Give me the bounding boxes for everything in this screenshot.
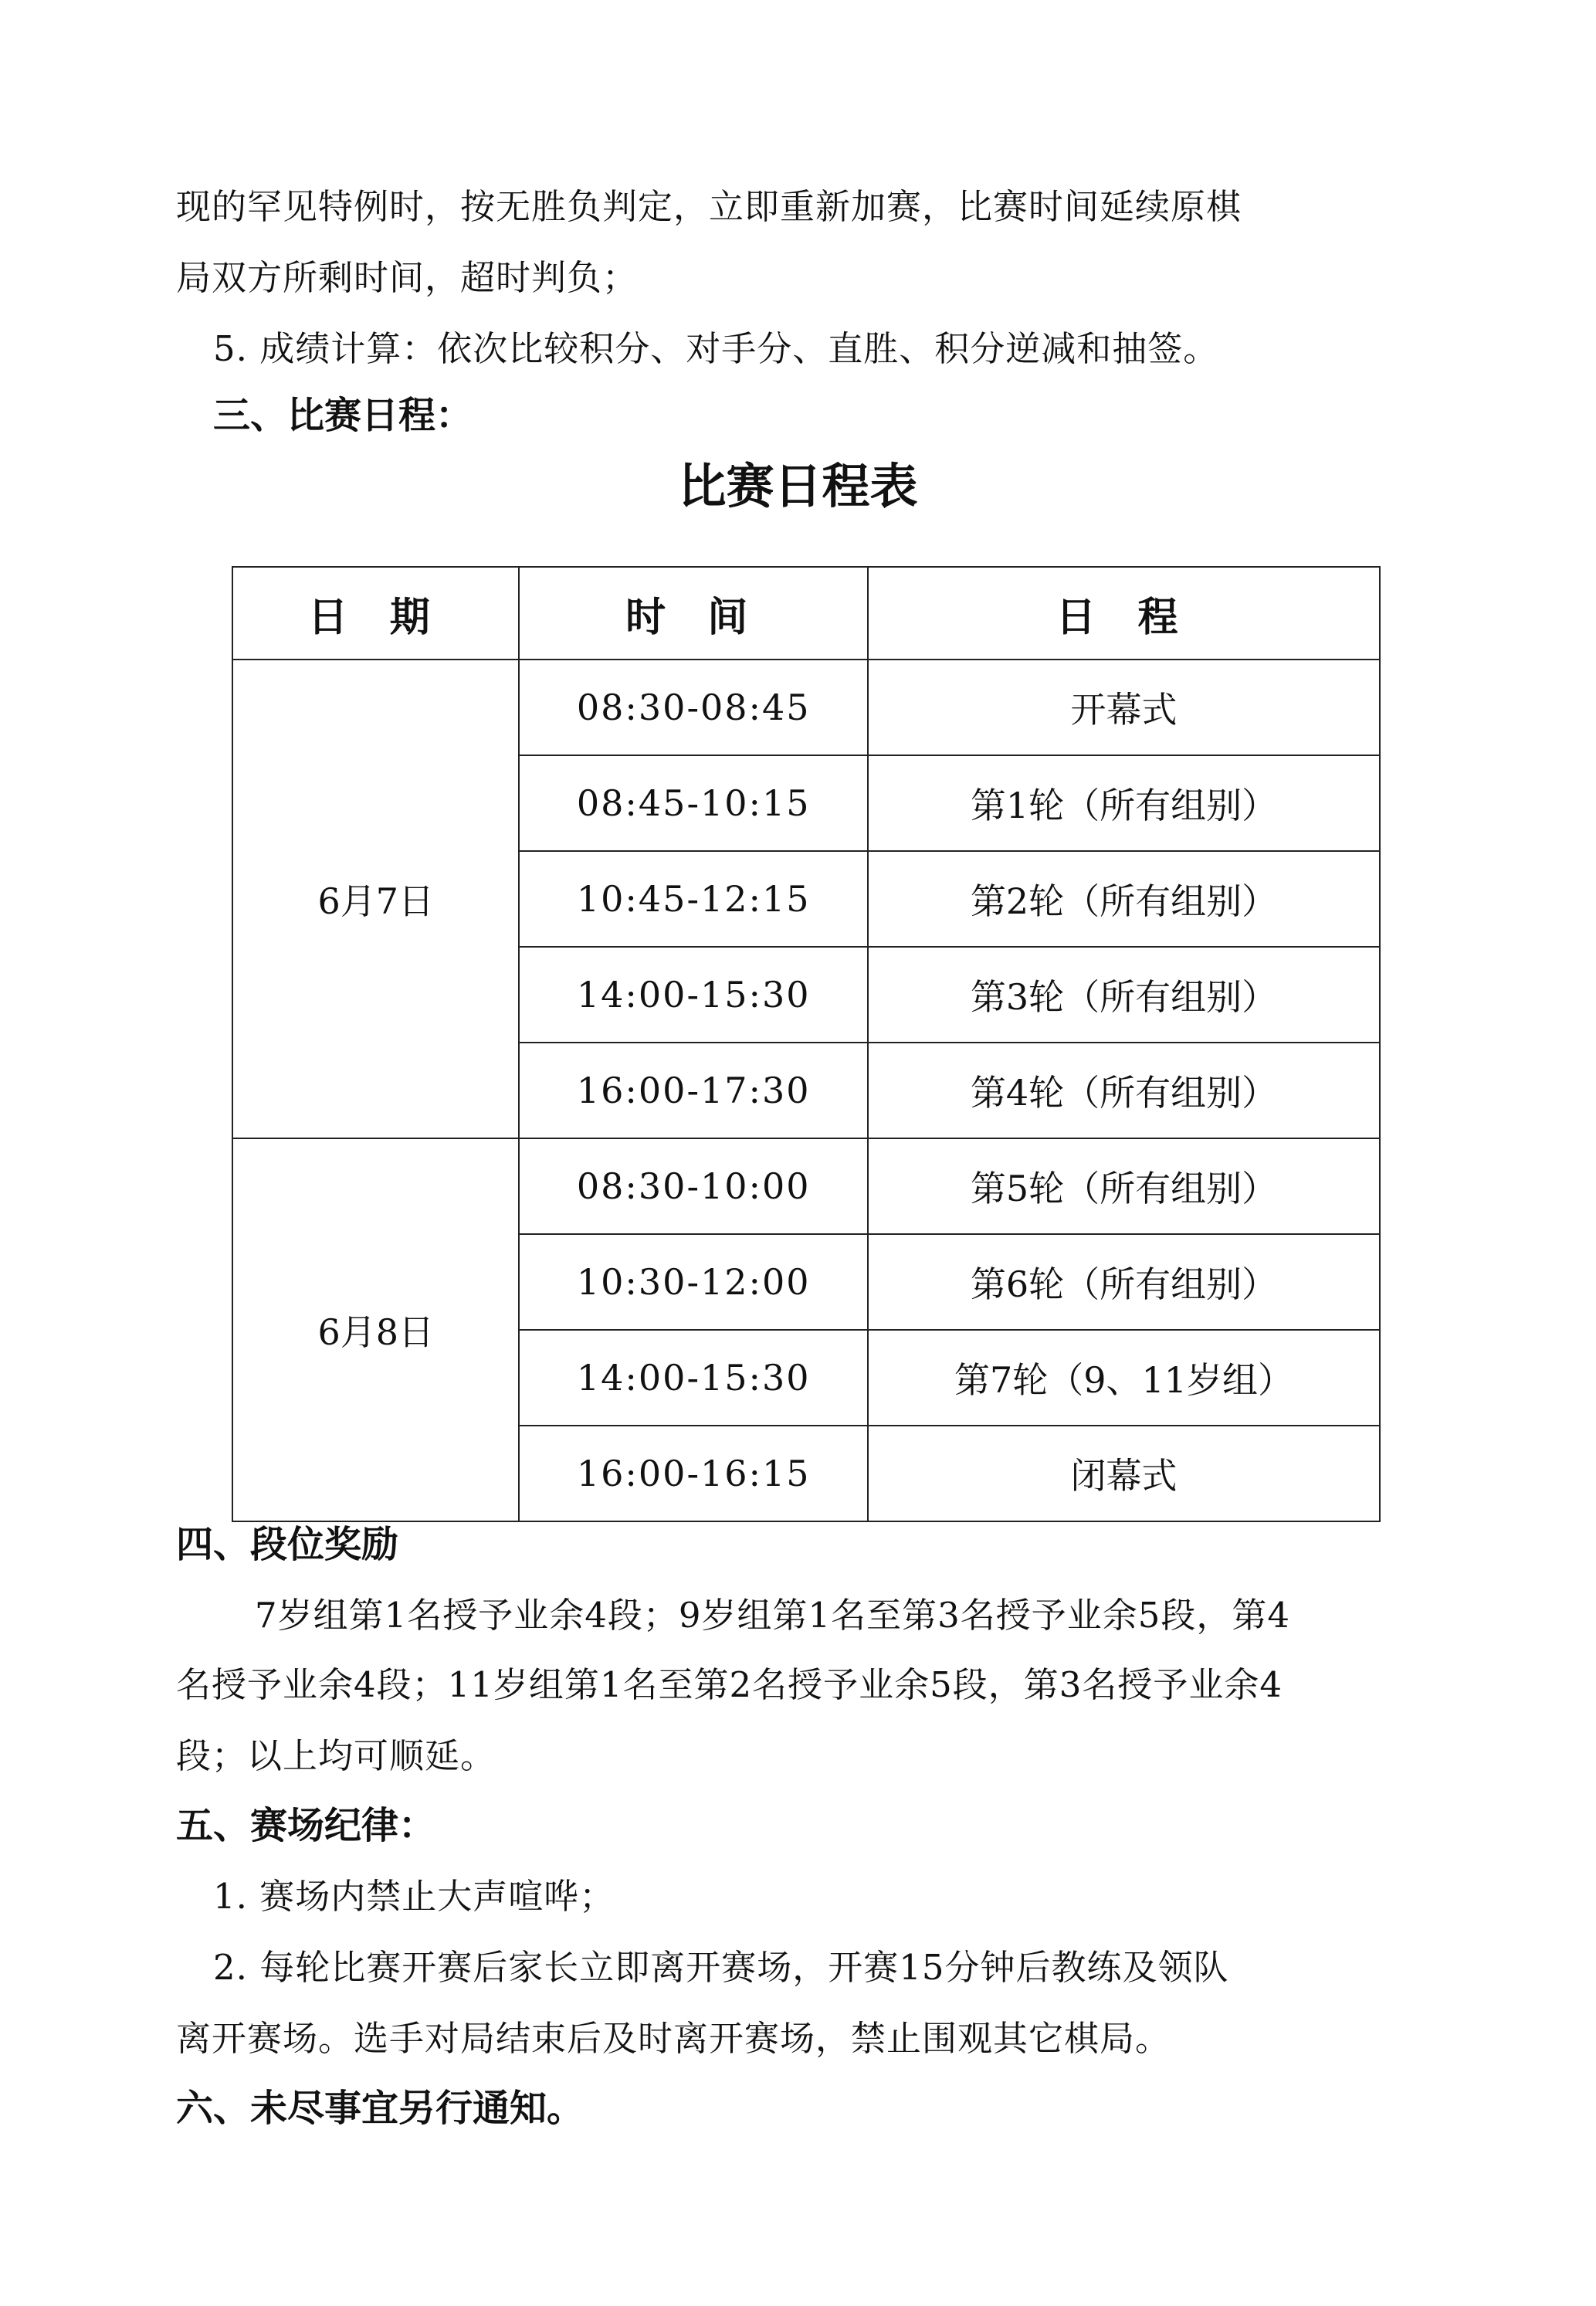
paragraph-line: 段；以上均可顺延。 [176, 1735, 496, 1776]
time-cell: 08:30-10:00 [519, 1138, 867, 1234]
date-cell: 6月7日 [232, 660, 519, 1138]
paragraph-line: 现的罕见特例时，按无胜负判定，立即重新加赛，比赛时间延续原棋 [176, 186, 1242, 227]
schedule-cell: 闭幕式 [868, 1426, 1380, 1521]
schedule-cell: 第3轮（所有组别） [868, 947, 1380, 1043]
section-heading: 五、赛场纪律： [176, 1804, 436, 1847]
time-cell: 10:30-12:00 [519, 1234, 867, 1330]
schedule-cell: 第5轮（所有组别） [868, 1138, 1380, 1234]
schedule-cell: 第4轮（所有组别） [868, 1043, 1380, 1138]
column-header-schedule: 日 程 [868, 567, 1380, 660]
time-cell: 10:45-12:15 [519, 851, 867, 947]
list-item: 2. 每轮比赛开赛后家长立即离开赛场，开赛15分钟后教练及领队 [213, 1947, 1229, 1988]
section-heading: 三、比赛日程： [213, 394, 473, 437]
paragraph-line: 局双方所剩时间，超时判负； [176, 257, 639, 298]
table-title: 比赛日程表 [678, 458, 918, 514]
time-cell: 14:00-15:30 [519, 1330, 867, 1426]
table-row [232, 1138, 1380, 1234]
table-header-row [232, 567, 1380, 660]
time-cell: 16:00-17:30 [519, 1043, 867, 1138]
time-cell: 08:45-10:15 [519, 755, 867, 851]
list-item: 5. 成绩计算：依次比较积分、对手分、直胜、积分逆减和抽签。 [213, 328, 1219, 369]
time-cell: 16:00-16:15 [519, 1426, 867, 1521]
schedule-cell: 第6轮（所有组别） [868, 1234, 1380, 1330]
paragraph-line: 名授予业余4段；11岁组第1名至第2名授予业余5段，第3名授予业余4 [176, 1664, 1283, 1705]
paragraph-line: 离开赛场。选手对局结束后及时离开赛场，禁止围观其它棋局。 [176, 2018, 1171, 2059]
column-header-date: 日 期 [232, 567, 519, 660]
schedule-cell: 开幕式 [868, 660, 1380, 755]
table-row [232, 660, 1380, 755]
schedule-cell: 第1轮（所有组别） [868, 755, 1380, 851]
time-cell: 14:00-15:30 [519, 947, 867, 1043]
schedule-cell: 第7轮（9、11岁组） [868, 1330, 1380, 1426]
column-header-time: 时 间 [519, 567, 867, 660]
list-item: 1. 赛场内禁止大声喧哗； [213, 1876, 615, 1917]
section-heading: 六、未尽事宜另行通知。 [176, 2087, 585, 2130]
date-cell: 6月8日 [232, 1138, 519, 1521]
paragraph-line: 7岁组第1名授予业余4段；9岁组第1名至第3名授予业余5段，第4 [255, 1595, 1291, 1636]
section-heading: 四、段位奖励 [176, 1523, 399, 1566]
time-cell: 08:30-08:45 [519, 660, 867, 755]
schedule-table [232, 566, 1381, 1522]
schedule-cell: 第2轮（所有组别） [868, 851, 1380, 947]
